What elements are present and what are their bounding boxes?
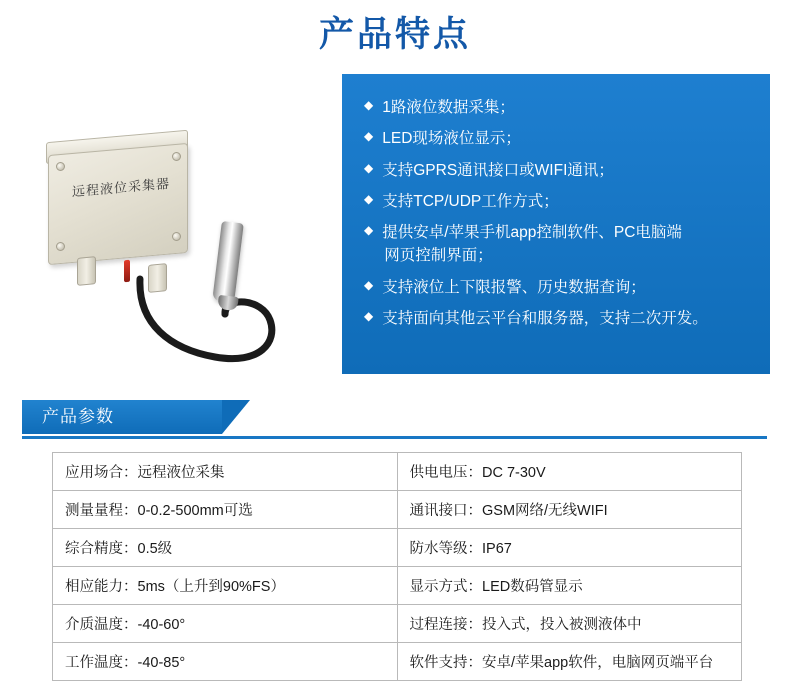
feature-item	[342, 155, 770, 186]
params-underline	[22, 436, 767, 439]
page-title: 产品特点	[318, 15, 471, 54]
screw-icon	[172, 232, 181, 241]
param-cell-left: 相应能力：5ms（上升到90%FS）	[53, 567, 398, 605]
feature-text: 支持TCP/UDP工作方式；	[382, 192, 559, 210]
table-row	[53, 529, 742, 567]
screw-icon	[56, 162, 65, 171]
param-cell-left: 测量量程：0-0.2-500mm可选	[53, 491, 398, 529]
table-row	[53, 491, 742, 529]
param-cell-right: 通讯接口：GSM网络/无线WIFI	[397, 491, 742, 529]
param-cell-left: 介质温度：-40-60°	[53, 605, 398, 643]
param-cell-right: 供电电压：DC 7-30V	[397, 453, 742, 491]
feature-text: LED现场液位显示；	[382, 130, 521, 148]
feature-item	[342, 186, 770, 217]
param-cell-left: 综合精度：0.5级	[53, 529, 398, 567]
diamond-bullet-icon: ◆	[364, 129, 374, 144]
feature-text: 支持GPRS通讯接口或WIFI通讯；	[382, 161, 614, 179]
table-row	[53, 643, 742, 681]
diamond-bullet-icon: ◆	[364, 308, 374, 323]
param-cell-right: 过程连接：投入式，投入被测液体中	[397, 605, 742, 643]
cable-gland	[148, 263, 167, 293]
diamond-bullet-icon: ◆	[364, 98, 374, 112]
cable-gland	[77, 256, 96, 286]
params-table	[52, 452, 742, 681]
feature-item	[342, 272, 770, 303]
diamond-bullet-icon: ◆	[364, 277, 374, 292]
table-row	[53, 567, 742, 605]
device-enclosure	[48, 143, 188, 265]
param-cell-right: 防水等级：IP67	[397, 529, 742, 567]
feature-item	[342, 217, 770, 272]
param-cell-left: 工作温度：-40-85°	[53, 643, 398, 681]
device-label: 远程液位采集器	[71, 175, 170, 200]
top-section	[0, 64, 790, 394]
feature-text	[382, 221, 754, 268]
feature-item	[342, 123, 770, 154]
product-image	[20, 74, 330, 384]
feature-text: 支持液位上下限报警、历史数据查询；	[382, 278, 646, 296]
params-tab-label: 产品参数	[22, 400, 222, 434]
screw-icon	[172, 152, 181, 161]
diamond-bullet-icon: ◆	[364, 191, 374, 206]
screw-icon	[56, 242, 65, 251]
feature-item	[342, 303, 770, 334]
feature-text-line1: 提供安卓/苹果手机app控制软件、PC电脑端	[382, 224, 682, 241]
param-cell-left: 应用场合：远程液位采集	[53, 453, 398, 491]
led-indicator	[124, 260, 130, 283]
feature-item	[342, 92, 770, 123]
params-section-header	[22, 400, 767, 440]
param-cell-right: 显示方式：LED数码管显示	[397, 567, 742, 605]
feature-text: 1路液位数据采集；	[382, 99, 515, 116]
diamond-bullet-icon: ◆	[364, 160, 374, 175]
features-panel	[342, 74, 770, 374]
param-cell-right: 软件支持：安卓/苹果app软件，电脑网页端平台	[397, 643, 742, 681]
table-row	[53, 453, 742, 491]
diamond-bullet-icon: ◆	[364, 223, 374, 237]
table-row	[53, 605, 742, 643]
feature-text-line2: 网页控制界面；	[384, 247, 493, 265]
feature-text: 支持面向其他云平台和服务器，支持二次开发。	[382, 309, 708, 327]
